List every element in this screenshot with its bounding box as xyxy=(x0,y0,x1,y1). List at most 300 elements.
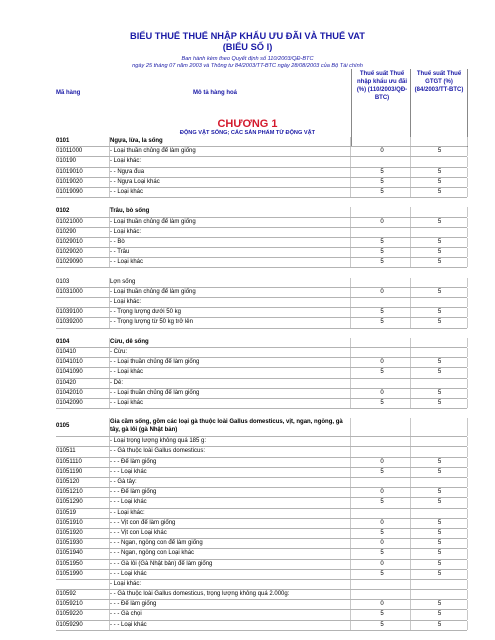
table-row xyxy=(56,207,467,217)
description-cell: - - Loại khác xyxy=(110,369,144,376)
column-divider xyxy=(467,238,468,247)
column-divider xyxy=(467,368,468,377)
import-tax-cell: 5 xyxy=(380,259,384,266)
description-cell: - Loại thuần chủng để làm giống xyxy=(110,148,196,155)
column-divider xyxy=(350,570,351,579)
hs-code-cell: 01059210 xyxy=(56,601,83,608)
column-divider xyxy=(350,308,351,317)
column-divider xyxy=(410,418,411,436)
table-row xyxy=(56,509,467,519)
column-divider xyxy=(410,338,411,347)
table-row xyxy=(56,399,467,409)
description-cell: - - - Để làm giống xyxy=(110,601,157,608)
hs-code-cell: 01019010 xyxy=(56,168,83,175)
import-tax-cell: 5 xyxy=(380,168,384,175)
column-divider xyxy=(350,519,351,528)
column-divider xyxy=(467,338,468,347)
column-divider xyxy=(467,258,468,267)
vat-cell: 5 xyxy=(437,238,442,245)
table-row xyxy=(56,368,467,378)
table-row xyxy=(56,468,467,478)
table-row xyxy=(56,188,467,198)
description-cell: - - - Ngan, ngỗng con để làm giống xyxy=(110,540,203,547)
vat-cell: 5 xyxy=(437,540,442,547)
description-cell: - Loại khác: xyxy=(110,228,142,235)
import-tax-cell: 5 xyxy=(380,369,384,376)
column-divider xyxy=(350,207,351,216)
import-tax-cell: 5 xyxy=(380,621,384,628)
import-tax-cell: 5 xyxy=(380,499,384,506)
column-divider xyxy=(350,498,351,507)
table-row xyxy=(56,539,467,549)
column-divider xyxy=(467,549,468,558)
column-divider xyxy=(467,178,468,187)
hs-code-cell: 010592 xyxy=(56,591,77,598)
hs-code-cell: 010190 xyxy=(56,158,77,165)
column-divider xyxy=(467,168,468,177)
column-divider xyxy=(467,570,468,579)
column-divider xyxy=(467,498,468,507)
table-row xyxy=(56,258,467,268)
table-row xyxy=(56,248,467,258)
hs-code-cell: 01021000 xyxy=(56,218,83,225)
hs-code-cell: 01051990 xyxy=(56,570,83,577)
vat-cell: 5 xyxy=(437,359,442,366)
import-tax-cell: 5 xyxy=(380,188,384,195)
description-cell: - - Loại khác xyxy=(110,399,144,406)
column-divider xyxy=(350,621,351,630)
description-cell: - - Loại khác xyxy=(110,188,144,195)
table-spacer-row xyxy=(56,268,467,277)
vat-cell: 5 xyxy=(437,369,442,376)
vat-cell: 5 xyxy=(437,519,442,526)
column-divider xyxy=(467,207,468,216)
table-row xyxy=(56,338,467,348)
description-cell: Gia cầm sống, gồm các loại gà thuộc loài Gallus domesticus, vịt, ngan, ngỗng, gà tây, gà lôi (gà Nhật bản) xyxy=(110,419,343,434)
hs-code-cell: 010290 xyxy=(56,228,77,235)
table-row xyxy=(56,498,467,508)
column-divider xyxy=(350,468,351,477)
table-row xyxy=(56,318,467,328)
hs-code-cell: 01051110 xyxy=(56,458,82,465)
import-tax-cell: 0 xyxy=(380,389,384,396)
column-divider xyxy=(467,529,468,538)
column-divider xyxy=(350,137,351,146)
column-divider xyxy=(350,258,351,267)
column-divider xyxy=(410,228,411,237)
column-divider xyxy=(410,157,411,166)
column-divider xyxy=(350,389,351,398)
hs-code-cell: 0105 xyxy=(56,423,70,430)
table-row xyxy=(56,621,467,631)
hs-code-cell: 0105120 xyxy=(56,479,80,485)
description-cell: Trâu, bò sống xyxy=(110,208,150,215)
document-subtitle-decision: Ban hành kèm theo Quyết định số 110/2003/QĐ-BTC xyxy=(181,56,314,62)
import-tax-cell: 5 xyxy=(380,249,384,256)
vat-cell: 5 xyxy=(437,178,442,185)
column-divider xyxy=(410,478,411,487)
column-divider xyxy=(467,157,468,166)
column-divider xyxy=(467,358,468,367)
hs-code-cell: 01019020 xyxy=(56,178,83,185)
column-divider xyxy=(467,318,468,327)
hs-code-cell: 0101 xyxy=(56,138,70,144)
column-divider xyxy=(467,308,468,317)
import-tax-cell: 5 xyxy=(380,319,384,326)
description-cell: - - - Gà chọi xyxy=(110,611,142,618)
column-divider xyxy=(350,157,351,166)
description-cell: - - Loại thuần chủng để làm giống xyxy=(110,359,200,366)
column-divider xyxy=(467,580,468,589)
hs-code-cell: 01019090 xyxy=(56,188,83,195)
hs-code-cell: 01051190 xyxy=(56,468,83,475)
vat-cell: 5 xyxy=(437,570,442,577)
description-cell: - - Loại khác: xyxy=(110,509,145,516)
column-divider xyxy=(467,348,468,357)
column-header-code: Mã hàng xyxy=(56,90,81,96)
column-divider xyxy=(467,188,468,197)
vat-cell: 5 xyxy=(437,399,442,406)
import-tax-cell: 5 xyxy=(380,178,384,185)
table-row xyxy=(56,590,467,600)
column-divider xyxy=(410,580,411,589)
column-divider xyxy=(350,147,351,156)
hs-code-cell: 01051930 xyxy=(56,540,83,547)
column-divider xyxy=(350,218,351,227)
hs-code-cell: 01041010 xyxy=(56,359,83,366)
hs-code-cell: 01051910 xyxy=(56,519,83,526)
column-divider xyxy=(350,368,351,377)
table-row xyxy=(56,488,467,498)
vat-cell: 5 xyxy=(437,601,442,608)
column-divider xyxy=(350,399,351,408)
import-tax-cell: 5 xyxy=(380,399,384,406)
hs-code-cell: 01029010 xyxy=(56,238,83,245)
vat-cell: 5 xyxy=(437,218,442,225)
column-divider xyxy=(467,621,468,630)
hs-code-cell: 01051210 xyxy=(56,489,83,496)
hs-code-cell: 01041090 xyxy=(56,369,83,376)
hs-code-cell: 0103 xyxy=(56,278,70,285)
import-tax-cell: 0 xyxy=(380,218,384,225)
table-row xyxy=(56,458,467,468)
table-row xyxy=(56,610,467,620)
table-row xyxy=(56,228,467,238)
table-row xyxy=(56,278,467,288)
description-cell: - - Trọng lượng dưới 50 kg xyxy=(110,309,181,316)
document-title: BIỂU THUẾ THUẾ NHẬP KHẨU ƯU ĐÃI VÀ THUẾ VAT xyxy=(130,31,365,41)
description-cell: - - - Để làm giống xyxy=(110,489,157,496)
column-divider xyxy=(467,278,468,287)
import-tax-cell: 0 xyxy=(380,519,384,526)
description-cell: - Loại thuần chủng để làm giống xyxy=(110,288,196,295)
column-divider xyxy=(467,389,468,398)
import-tax-cell: 5 xyxy=(380,309,384,316)
table-row xyxy=(56,437,467,447)
vat-cell: 5 xyxy=(437,148,442,155)
column-divider xyxy=(467,137,468,146)
hs-code-cell: 010519 xyxy=(56,509,77,516)
column-divider xyxy=(350,348,351,357)
column-divider xyxy=(467,447,468,456)
column-divider xyxy=(350,298,351,307)
vat-cell: 5 xyxy=(437,560,442,567)
column-divider xyxy=(350,539,351,548)
hs-code-cell: 01051920 xyxy=(56,529,83,536)
description-cell: - Loại khác: xyxy=(110,580,142,587)
description-cell: Lợn sống xyxy=(110,278,136,285)
description-cell: - Loại thuần chủng để làm giống xyxy=(110,218,196,225)
table-row xyxy=(56,298,467,308)
vat-cell: 5 xyxy=(437,259,442,266)
description-cell: - - - Vịt con Loại khác xyxy=(110,529,167,536)
column-divider xyxy=(350,318,351,327)
vat-cell: 5 xyxy=(437,550,442,557)
import-tax-cell: 5 xyxy=(380,468,384,475)
table-row xyxy=(56,560,467,570)
column-divider xyxy=(467,379,468,388)
table-spacer-row xyxy=(56,409,467,418)
import-tax-cell: 0 xyxy=(380,148,384,155)
column-divider xyxy=(350,458,351,467)
column-divider xyxy=(410,379,411,388)
description-cell: - Dê: xyxy=(110,379,124,386)
import-tax-cell: 5 xyxy=(380,611,384,618)
column-divider xyxy=(410,348,411,357)
column-divider xyxy=(350,580,351,589)
column-divider xyxy=(467,478,468,487)
description-cell: - - - Loại khác xyxy=(110,570,147,577)
column-divider xyxy=(410,207,411,216)
column-divider xyxy=(467,248,468,257)
vat-cell: 5 xyxy=(437,389,442,396)
vat-cell: 5 xyxy=(437,489,442,496)
column-divider xyxy=(467,560,468,569)
column-divider xyxy=(467,147,468,156)
hs-code-cell: 01042010 xyxy=(56,389,83,396)
description-cell: Ngựa, lừa, la sống xyxy=(110,138,163,144)
column-divider xyxy=(467,298,468,307)
column-divider xyxy=(350,278,351,287)
chapter-title: CHƯƠNG 1 xyxy=(217,118,278,130)
description-cell: - Cừu: xyxy=(110,348,128,355)
description-cell: - - - Loại khác xyxy=(110,621,147,628)
hs-code-cell: 01051940 xyxy=(56,550,83,557)
description-cell: - - Loại thuần chủng để làm giống xyxy=(110,389,200,396)
column-divider xyxy=(467,519,468,528)
column-header-vat: Thuế suất Thuế GTGT (%) (84/2003/TT-BTC) xyxy=(414,71,464,93)
column-divider xyxy=(467,590,468,599)
column-divider xyxy=(350,437,351,446)
table-row xyxy=(56,600,467,610)
document-title-annex: (BIỂU SỐ I) xyxy=(222,42,273,52)
table-row xyxy=(56,580,467,590)
column-divider xyxy=(410,447,411,456)
table-row xyxy=(56,147,467,157)
column-divider xyxy=(350,338,351,347)
column-divider xyxy=(467,418,468,436)
hs-code-cell: 010511 xyxy=(56,448,76,455)
table-row xyxy=(56,418,467,437)
tariff-table xyxy=(56,137,467,631)
import-tax-cell: 0 xyxy=(380,560,384,567)
table-row xyxy=(56,238,467,248)
column-divider xyxy=(467,488,468,497)
column-divider xyxy=(467,600,468,609)
column-divider xyxy=(410,298,411,307)
description-cell: - Loại trọng lượng không quá 185 g: xyxy=(110,438,207,445)
column-divider xyxy=(467,218,468,227)
column-divider xyxy=(350,188,351,197)
description-cell: - - - Loại khác xyxy=(110,499,147,506)
import-tax-cell: 0 xyxy=(380,288,384,295)
table-row xyxy=(56,570,467,580)
column-divider xyxy=(467,458,468,467)
description-cell: - Loại khác: xyxy=(110,158,142,165)
column-divider xyxy=(350,178,351,187)
column-divider xyxy=(410,509,411,518)
vat-cell: 5 xyxy=(437,188,442,195)
import-tax-cell: 0 xyxy=(380,359,384,366)
column-divider xyxy=(350,238,351,247)
vat-cell: 5 xyxy=(437,621,442,628)
table-row xyxy=(56,549,467,559)
description-cell: - - - Để làm giống xyxy=(110,458,157,465)
table-spacer-row xyxy=(56,329,467,338)
description-cell: - - - Gà lôi (Gà Nhật bản) để làm giống xyxy=(110,560,213,567)
vat-cell: 5 xyxy=(437,468,442,475)
hs-code-cell: 01029090 xyxy=(56,259,83,266)
column-divider xyxy=(350,288,351,297)
description-cell: - - Trọng lượng từ 50 kg trở lên xyxy=(110,319,193,326)
hs-code-cell: 01011000 xyxy=(56,148,83,155)
import-tax-cell: 5 xyxy=(380,550,384,557)
column-divider xyxy=(350,529,351,538)
hs-code-cell: 01059290 xyxy=(56,621,83,628)
table-row xyxy=(56,529,467,539)
hs-code-cell: 0104 xyxy=(56,338,70,345)
description-cell: - - - Ngan, ngỗng con Loại khác xyxy=(110,550,195,557)
column-divider xyxy=(350,358,351,367)
column-divider xyxy=(410,437,411,446)
hs-code-cell: 0102 xyxy=(56,208,70,215)
description-cell: - - Gà thuộc loài Gallus domesticus, trọng lượng không quá 2.000g: xyxy=(110,591,290,598)
table-row xyxy=(56,379,467,389)
column-header-description: Mô tả hàng hoá xyxy=(193,90,237,96)
vat-cell: 5 xyxy=(437,319,442,326)
import-tax-cell: 0 xyxy=(380,489,384,496)
table-row xyxy=(56,157,467,167)
description-cell: - - Gà thuộc loài Gallus domesticus: xyxy=(110,448,206,455)
column-divider xyxy=(467,437,468,446)
vat-cell: 5 xyxy=(437,168,442,175)
document-subtitle-circular: ngày 25 tháng 07 năm 2003 và Thông tư 84/2003/TT-BTC ngày 28/08/2003 của Bộ Tài chính xyxy=(132,63,363,69)
hs-code-cell: 01051950 xyxy=(56,560,83,567)
column-divider xyxy=(350,600,351,609)
import-tax-cell: 5 xyxy=(380,238,384,245)
hs-code-cell: 01051290 xyxy=(56,499,83,506)
description-cell: - - Ngựa đua xyxy=(110,168,145,175)
column-divider xyxy=(467,539,468,548)
import-tax-cell: 5 xyxy=(380,570,384,577)
table-row xyxy=(56,348,467,358)
column-divider xyxy=(350,549,351,558)
hs-code-cell: 01039200 xyxy=(56,319,83,326)
column-divider xyxy=(467,468,468,477)
chapter-subtitle: ĐỘNG VẬT SỐNG; CÁC SẢN PHẨM TỪ ĐỘNG VẬT xyxy=(179,130,316,136)
import-tax-cell: 0 xyxy=(380,540,384,547)
hs-code-cell: 01042090 xyxy=(56,399,83,406)
table-spacer-row xyxy=(56,198,467,207)
table-row xyxy=(56,218,467,228)
column-divider xyxy=(467,399,468,408)
description-cell: - - Loại khác xyxy=(110,259,144,266)
column-divider xyxy=(350,418,351,436)
table-row xyxy=(56,447,467,457)
table-row xyxy=(56,137,467,147)
vat-cell: 5 xyxy=(437,309,442,316)
column-divider xyxy=(410,278,411,287)
description-cell: - Loại khác: xyxy=(110,299,142,305)
table-row xyxy=(56,478,467,488)
table-row xyxy=(56,178,467,188)
column-divider xyxy=(350,488,351,497)
import-tax-cell: 0 xyxy=(380,458,384,465)
vat-cell: 5 xyxy=(437,458,442,465)
column-divider xyxy=(467,288,468,297)
hs-code-cell: 010410 xyxy=(56,348,77,355)
hs-code-cell: 01039100 xyxy=(56,309,83,316)
hs-code-cell: 010420 xyxy=(56,379,77,386)
column-divider xyxy=(350,610,351,619)
vat-cell: 5 xyxy=(437,288,442,295)
table-row xyxy=(56,288,467,298)
column-divider xyxy=(410,137,411,146)
column-divider xyxy=(350,248,351,257)
column-divider xyxy=(350,447,351,456)
description-cell: - - - Vịt con để làm giống xyxy=(110,519,176,526)
description-cell: - - Trâu xyxy=(110,249,130,256)
vat-cell: 5 xyxy=(437,529,442,536)
vat-cell: 5 xyxy=(437,499,442,506)
column-divider xyxy=(350,379,351,388)
column-divider xyxy=(350,590,351,599)
hs-code-cell: 01029020 xyxy=(56,249,83,256)
description-cell: - - Bò xyxy=(110,238,125,245)
column-divider xyxy=(350,478,351,487)
column-divider xyxy=(350,509,351,518)
column-divider xyxy=(350,560,351,569)
column-divider xyxy=(467,228,468,237)
import-tax-cell: 5 xyxy=(380,529,384,536)
table-row xyxy=(56,168,467,178)
hs-code-cell: 01059220 xyxy=(56,611,83,618)
column-divider xyxy=(350,228,351,237)
table-row xyxy=(56,358,467,368)
column-divider xyxy=(350,168,351,177)
import-tax-cell: 0 xyxy=(380,601,384,608)
column-header-import-tax: Thuế suất Thuế nhập khẩu ưu đãi (%) (110/2003/QĐ-BTC) xyxy=(356,71,408,101)
table-row xyxy=(56,308,467,318)
table-row xyxy=(56,519,467,529)
description-cell: - - Ngựa Loại khác xyxy=(110,178,160,185)
description-cell: Cừu, dê sống xyxy=(110,338,149,345)
column-divider xyxy=(467,509,468,518)
vat-cell: 5 xyxy=(437,249,442,256)
description-cell: - - - Loại khác xyxy=(110,468,147,475)
hs-code-cell: 01031000 xyxy=(56,288,83,295)
vat-cell: 5 xyxy=(437,611,442,618)
